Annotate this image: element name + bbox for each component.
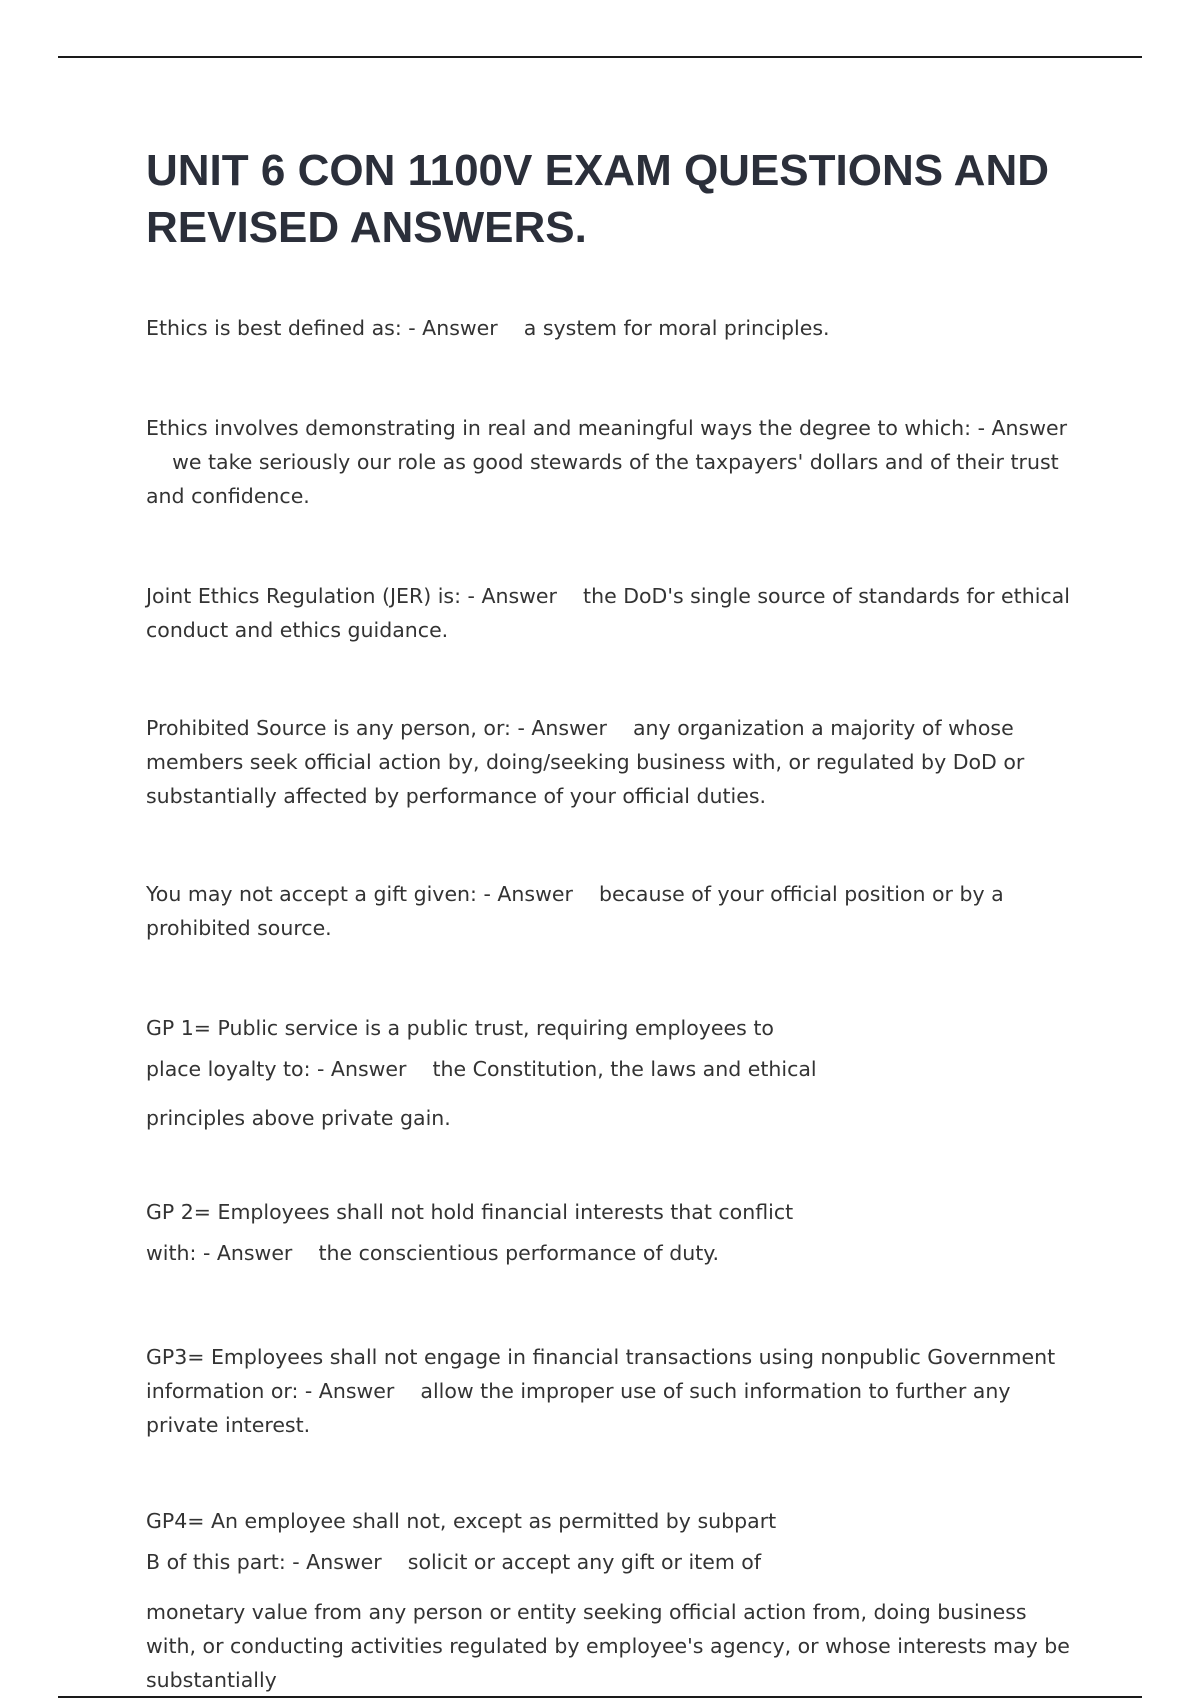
qa-item-7 (146, 1195, 1076, 1278)
answer-text: we take seriously our role as good stewards of the taxpayers' dollars and of their trust and confidence. (146, 450, 1059, 508)
answer-marker: - Answer (467, 584, 557, 608)
answer-marker: - Answer (408, 316, 498, 340)
answer-marker: - Answer (517, 716, 607, 740)
answer-text-line-1: the Constitution, the laws and ethical (432, 1057, 817, 1081)
question-text: Joint Ethics Regulation (JER) is: (146, 584, 461, 608)
answer-text: because of your official position or by a prohibited source. (146, 882, 1004, 940)
answer-marker: - Answer (483, 882, 573, 906)
document-page (146, 142, 1076, 1697)
answer-text: the DoD's single source of standards for ethical conduct and ethics guidance. (146, 584, 1070, 642)
document-title: UNIT 6 CON 1100V EXAM QUESTIONS AND REVISED ANSWERS. (146, 146, 1050, 252)
answer-marker: - Answer (317, 1057, 407, 1081)
qa-item-4 (146, 711, 1076, 813)
answer-marker: - Answer (304, 1379, 395, 1403)
answer-text: a system for moral principles. (523, 316, 830, 340)
answer-text-line-2: monetary value from any person or entity seeking official action from, doing business with, or conducting activities regulated by employee's agency, or whose interests may be substantially (146, 1600, 1070, 1692)
top-rule (58, 56, 1142, 58)
qa-item-2 (146, 411, 1076, 513)
question-text: You may not accept a gift given: (146, 882, 477, 906)
question-answer-line-2 (146, 1229, 1076, 1278)
bottom-rule (58, 1696, 1142, 1698)
answer-text: the conscientious performance of duty. (318, 1241, 719, 1265)
question-answer-line-2 (146, 1045, 1076, 1094)
answer-marker: - Answer (977, 416, 1067, 440)
answer-marker: - Answer (292, 1550, 382, 1574)
question-text: Ethics is best defined as: (146, 316, 402, 340)
question-text-line-2: with: (146, 1241, 197, 1265)
answer-text-line-2: principles above private gain. (146, 1106, 451, 1130)
question-text-line-2: B of this part: (146, 1550, 286, 1574)
question-text-line-2: place loyalty to: (146, 1057, 311, 1081)
qa-item-5 (146, 877, 1076, 945)
answer-text: any organization a majority of whose members seek official action by, doing/seeking business with, or regulated by DoD or substantially affected by performance of your official duties. (146, 716, 1025, 808)
question-text: Prohibited Source is any person, or: (146, 716, 511, 740)
question-text-line-1: GP 2= Employees shall not hold financial interests that conflict (146, 1200, 794, 1224)
qa-item-6 (146, 1011, 1076, 1143)
question-text: GP3= Employees shall not engage in financial transactions using nonpublic Government information or: (146, 1345, 1056, 1403)
answer-marker: - Answer (202, 1241, 293, 1265)
qa-item-8 (146, 1340, 1076, 1442)
question-text-line-1: GP4= An employee shall not, except as permitted by subpart (146, 1509, 777, 1533)
question-answer-line-2 (146, 1538, 1076, 1587)
qa-item-3 (146, 579, 1076, 647)
answer-text: allow the improper use of such information to further any private interest. (146, 1379, 1011, 1437)
answer-text-line-1: solicit or accept any gift or item of (407, 1550, 762, 1574)
qa-item-9 (146, 1504, 1076, 1697)
question-text-line-1: GP 1= Public service is a public trust, requiring employees to (146, 1016, 774, 1040)
question-text: Ethics involves demonstrating in real and meaningful ways the degree to which: (146, 416, 972, 440)
qa-item-1 (146, 311, 1076, 345)
